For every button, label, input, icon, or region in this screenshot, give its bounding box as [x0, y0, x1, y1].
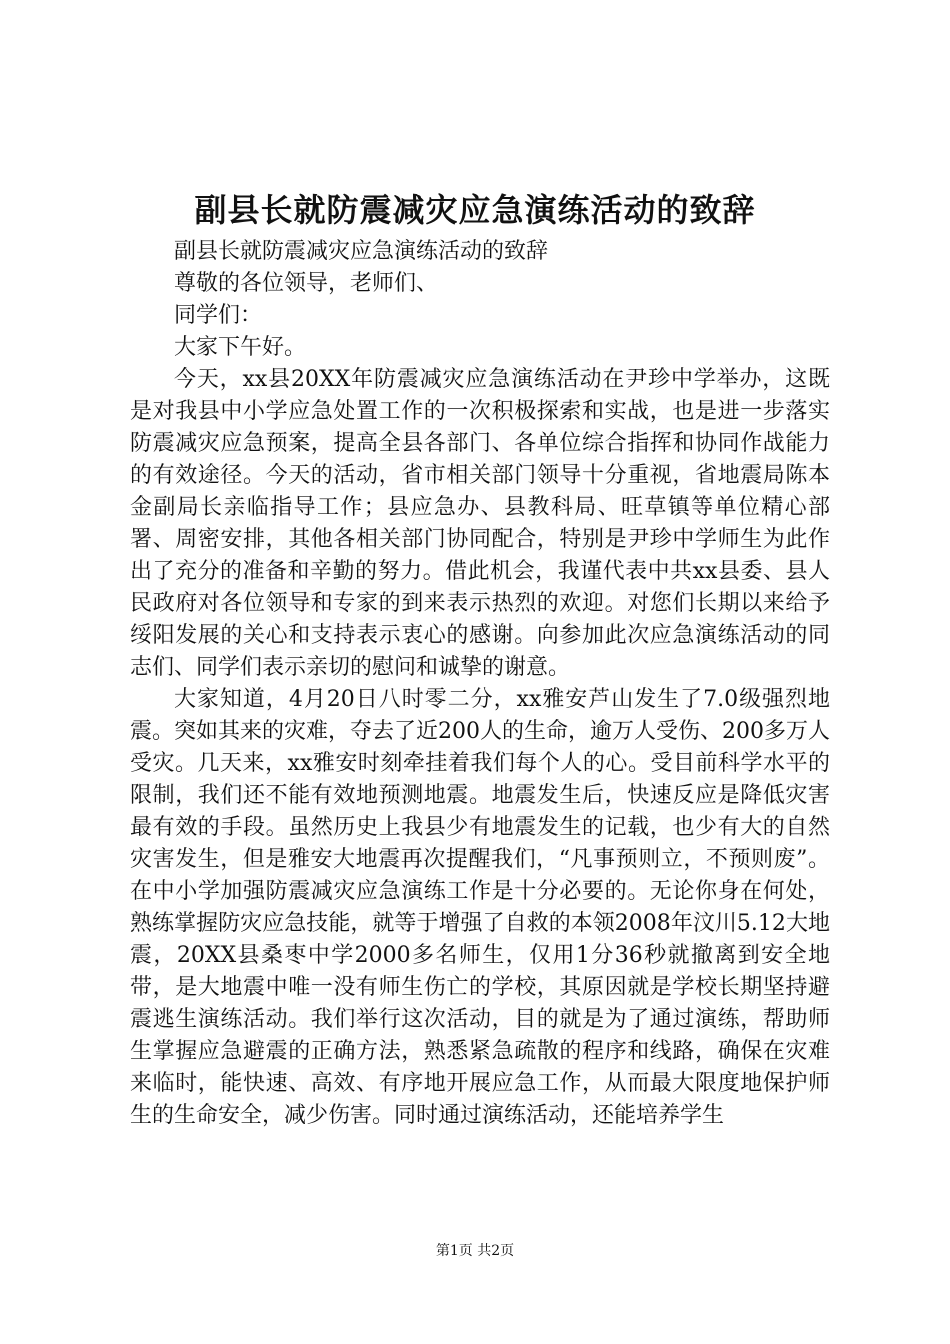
paragraph-body: 大家知道，4月20日八时零二分，xx雅安芦山发生了7.0级强烈地震。突如其来的灾难，夺去了近200人的生命，逾万人受伤、200多万人受灾。几天来，xx雅安时刻牵挂着我们每个人的心。受目前科学水平的限制，我们还不能有效地预测地震。地震发生后，快速反应是降低灾害最有效的手段。虽然历史上我县少有地震发生的记载，也少有大的自然灾害发生，但是雅安大地震再次提醒我们，“凡事预则立，不预则废”。在中小学加强防震减灾应急演练工作是十分必要的。无论你身在何处，熟练掌握防灾应急技能，就等于增强了自救的本领2008年汶川5.12大地震，20XX县桑枣中学2000多名师生，仅用1分36秒就撤离到安全地带，是大地震中唯一没有师生伤亡的学校，其原因就是学校长期坚持避震逃生演练活动。我们举行这次活动，目的就是为了通过演练，帮助师生掌握应急避震的正确方法，熟悉紧急疏散的程序和线路，确保在灾难来临时，能快速、高效、有序地开展应急工作，从而最大限度地保护师生的生命安全，减少伤害。同时通过演练活动，还能培养学生: [130, 687, 830, 1128]
paragraph-heading-repeat: 副县长就防震减灾应急演练活动的致辞: [174, 239, 549, 264]
paragraph-salutation: 尊敬的各位领导，老师们、: [174, 271, 439, 296]
paragraph-greeting: 大家下午好。: [174, 335, 307, 360]
page-footer: 第1页 共2页: [435, 1243, 515, 1259]
paragraph-salutation-cont: 同学们：: [174, 303, 263, 328]
paragraph-body: 今天，xx县20XX年防震减灾应急演练活动在尹珍中学举办，这既是对我县中小学应急处置工作的一次积极探索和实战，也是进一步落实防震减灾应急预案，提高全县各部门、各单位综合指挥和协同作战能力的有效途径。今天的活动，省市相关部门领导十分重视，省地震局陈本金副局长亲临指导工作；县应急办、县教科局、旺草镇等单位精心部署、周密安排，其他各相关部门协同配合，特别是尹珍中学师生为此作出了充分的准备和辛勤的努力。借此机会，我谨代表中共xx县委、县人民政府对各位领导和专家的到来表示热烈的欢迎。对您们长期以来给予绥阳发展的关心和支持表示衷心的感谢。向参加此次应急演练活动的同志们、同学们表示亲切的慰问和诚挚的谢意。: [130, 367, 830, 680]
document-title: 副县长就防震减灾应急演练活动的致辞: [194, 191, 756, 229]
document-body: [130, 236, 830, 1132]
